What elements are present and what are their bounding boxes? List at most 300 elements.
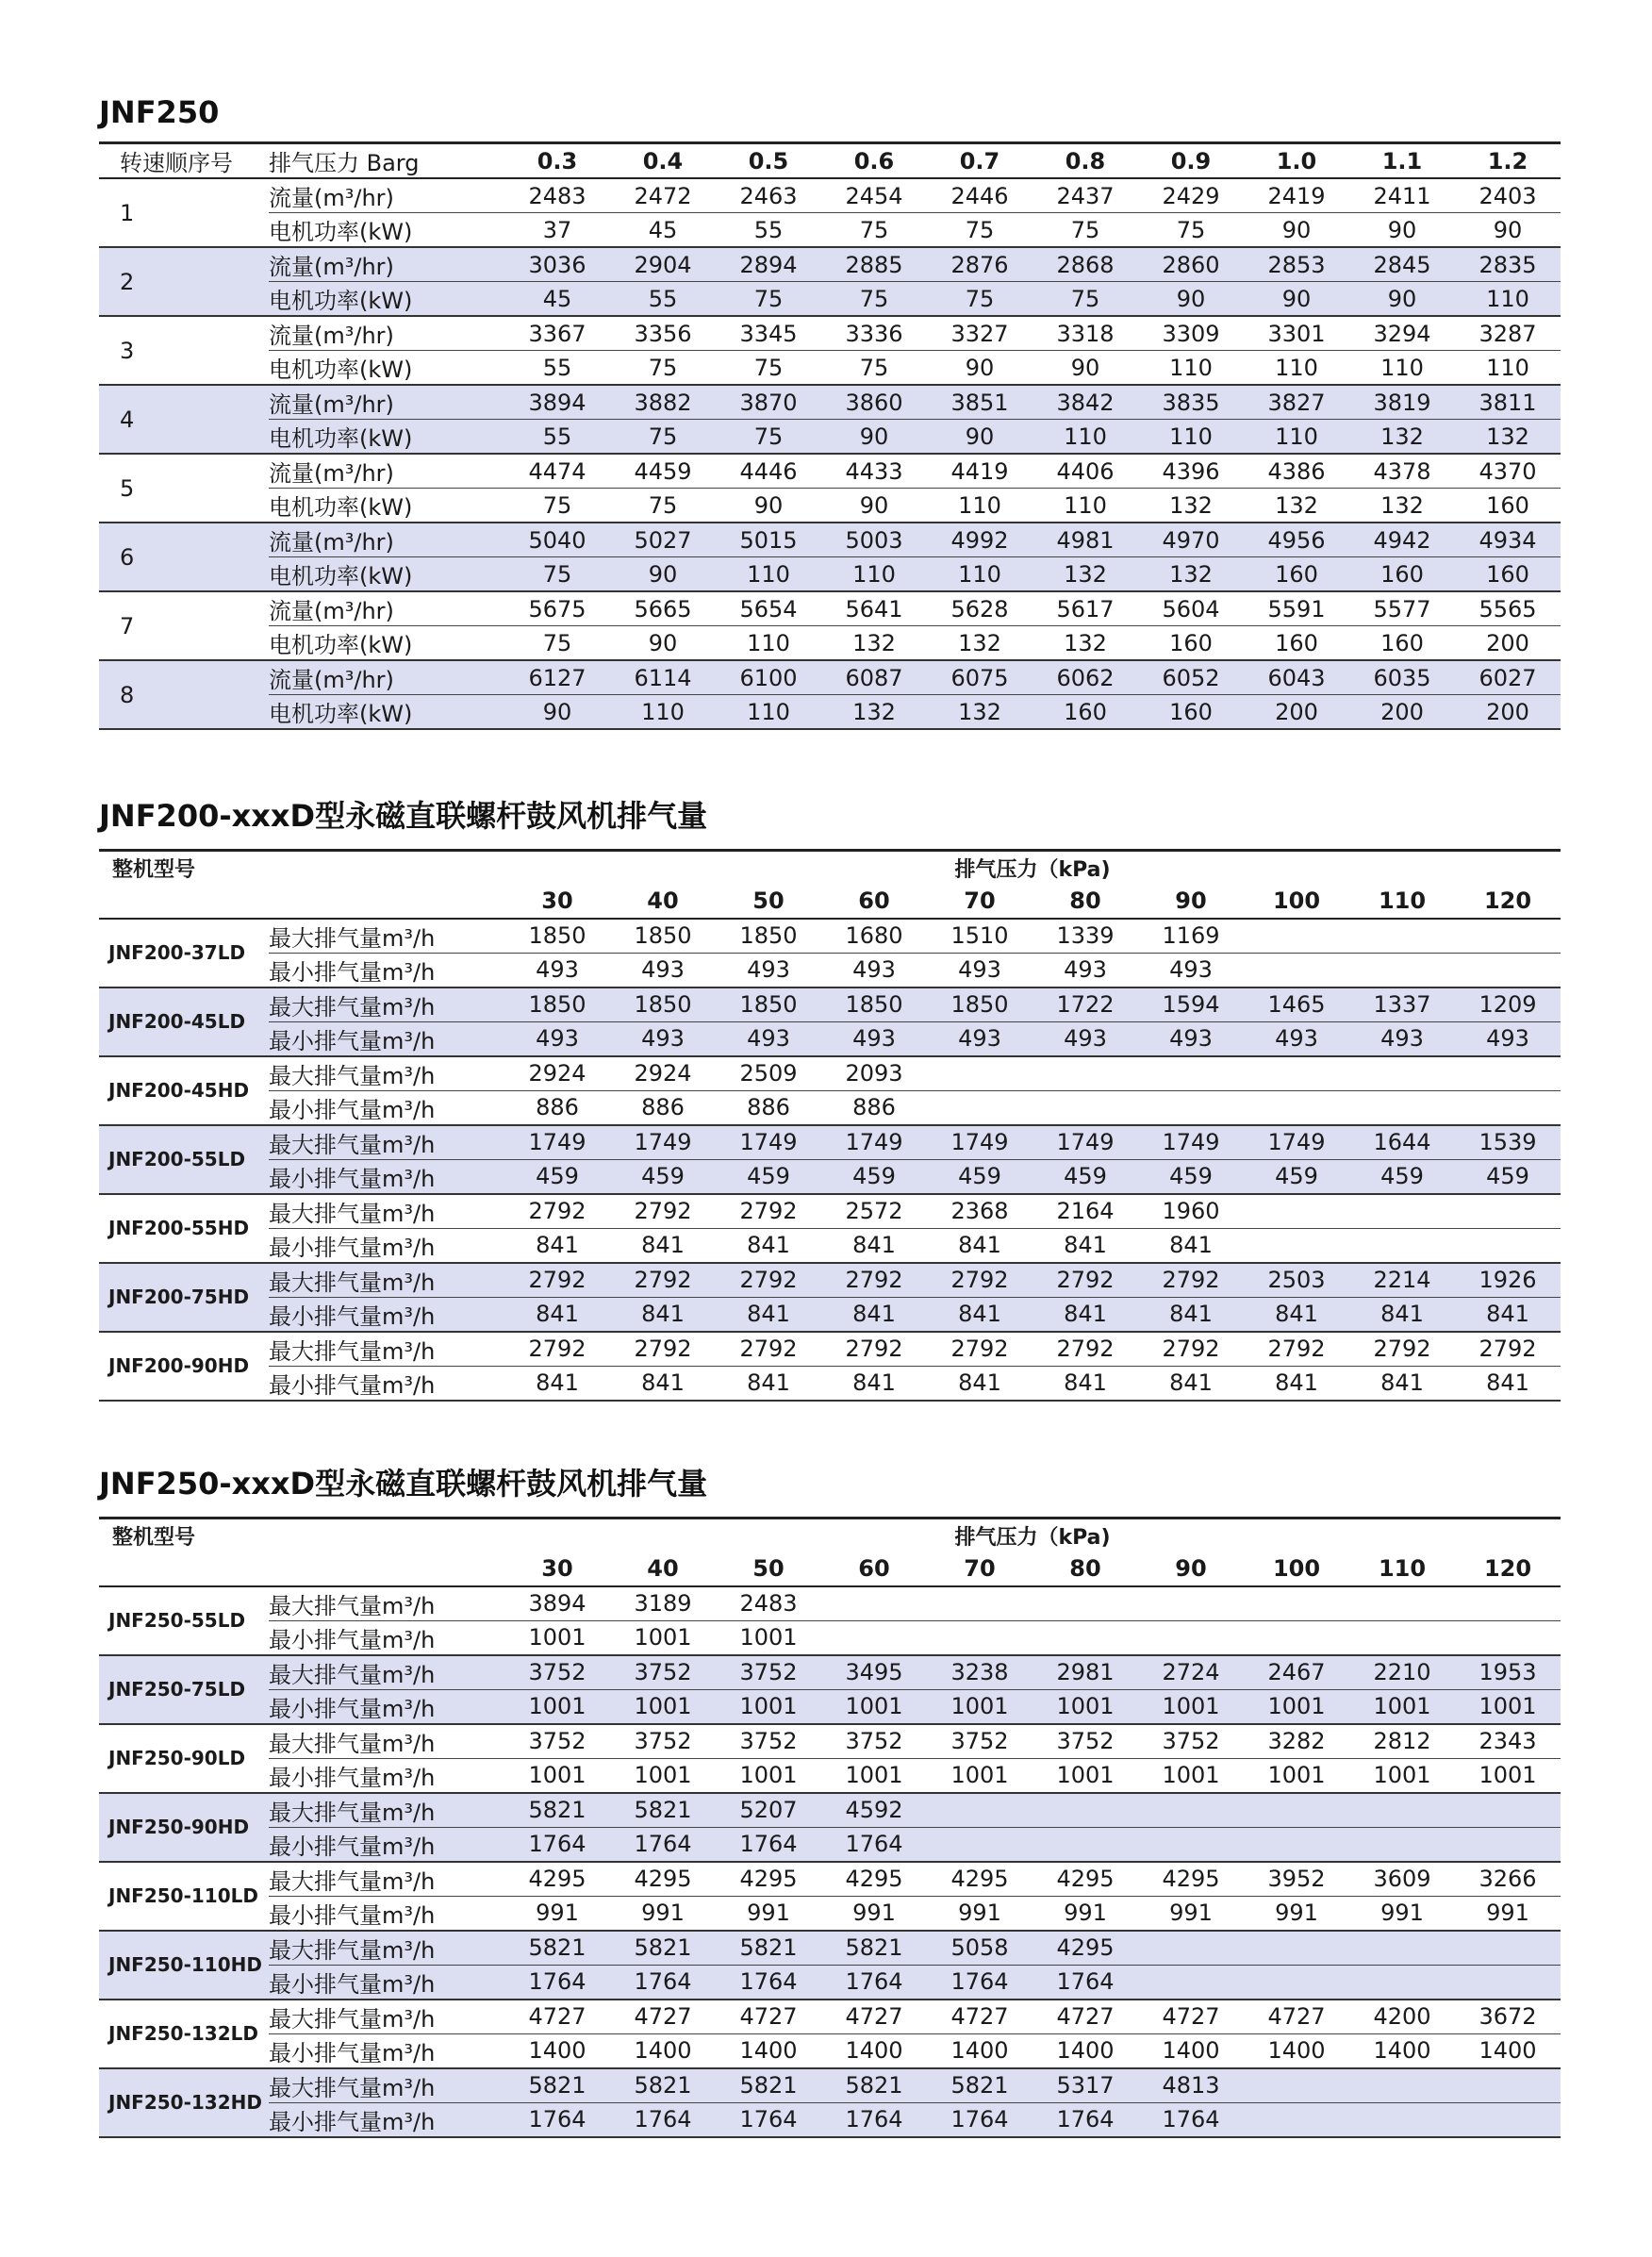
- max-flow-value: [1349, 1056, 1455, 1091]
- min-flow-value: 459: [610, 1159, 716, 1194]
- table-row: [99, 626, 1561, 661]
- min-flow-value: 1001: [1032, 1689, 1138, 1724]
- min-flow-value: 991: [504, 1896, 610, 1931]
- min-flow-label: 最小排气量m³/h: [269, 1965, 504, 2000]
- min-flow-value: 493: [821, 953, 927, 987]
- min-flow-value: 1764: [927, 1965, 1032, 2000]
- min-flow-value: 1001: [1349, 1689, 1455, 1724]
- flow-label: 流量(m³/hr): [269, 591, 504, 626]
- speed-index: 3: [99, 316, 269, 385]
- power-value: 55: [504, 351, 610, 386]
- min-flow-value: [1032, 1620, 1138, 1655]
- max-flow-value: [821, 1586, 927, 1621]
- max-flow-value: [1244, 1931, 1349, 1966]
- header-pressure-value: 110: [1349, 885, 1455, 919]
- min-flow-value: 1764: [504, 1965, 610, 2000]
- table-row: [99, 1758, 1561, 1793]
- min-flow-value: 991: [610, 1896, 716, 1931]
- power-value: 160: [1455, 557, 1561, 592]
- max-flow-value: [1244, 1194, 1349, 1229]
- max-flow-value: [1244, 1793, 1349, 1828]
- max-flow-value: [1455, 919, 1561, 954]
- flow-value: 4406: [1032, 454, 1138, 489]
- max-flow-value: 2792: [504, 1194, 610, 1229]
- power-label: 电机功率(kW): [269, 213, 504, 248]
- section-jnf200-airflow: [99, 792, 1561, 1402]
- min-flow-value: 1400: [1244, 2033, 1349, 2068]
- min-flow-value: [1455, 1228, 1561, 1263]
- power-value: 132: [1138, 489, 1244, 523]
- max-flow-value: 2343: [1455, 1724, 1561, 1759]
- max-flow-value: 2812: [1349, 1724, 1455, 1759]
- section-title: JNF250-xxxD型永磁直联螺杆鼓风机排气量: [99, 1466, 708, 1502]
- flow-value: 2419: [1244, 178, 1349, 213]
- header-spacer: [269, 851, 504, 885]
- min-flow-value: 991: [1455, 1896, 1561, 1931]
- max-flow-label: 最大排气量m³/h: [269, 1056, 504, 1091]
- min-flow-value: 1764: [504, 2102, 610, 2137]
- power-label: 电机功率(kW): [269, 351, 504, 386]
- table-row: [99, 213, 1561, 248]
- max-flow-value: 2483: [716, 1586, 821, 1621]
- max-flow-value: 4295: [1032, 1931, 1138, 1966]
- max-flow-value: 5821: [927, 2068, 1032, 2103]
- max-flow-value: 2503: [1244, 1263, 1349, 1298]
- max-flow-value: 3752: [504, 1655, 610, 1690]
- min-flow-label: 最小排气量m³/h: [269, 2102, 504, 2137]
- min-flow-value: 1001: [716, 1689, 821, 1724]
- min-flow-value: 493: [1349, 1021, 1455, 1056]
- header-pressure-value: 30: [504, 1552, 610, 1586]
- max-flow-value: 3189: [610, 1586, 716, 1621]
- max-flow-value: 2093: [821, 1056, 927, 1091]
- max-flow-value: 1749: [716, 1125, 821, 1160]
- min-flow-value: 1001: [504, 1689, 610, 1724]
- header-model: 整机型号: [99, 851, 269, 885]
- power-value: 160: [1349, 557, 1455, 592]
- flow-value: 4934: [1455, 523, 1561, 557]
- max-flow-value: 5317: [1032, 2068, 1138, 2103]
- header-pressure-value: 100: [1244, 1552, 1349, 1586]
- flow-value: 2894: [716, 247, 821, 282]
- flow-value: 2876: [927, 247, 1032, 282]
- power-value: 132: [821, 695, 927, 730]
- header-row: [99, 885, 1561, 919]
- model-name: JNF250-132LD: [99, 2000, 269, 2068]
- table-row: [99, 2102, 1561, 2137]
- flow-value: 5015: [716, 523, 821, 557]
- max-flow-value: 4727: [821, 2000, 927, 2034]
- max-flow-value: 1850: [504, 919, 610, 954]
- power-value: 110: [1032, 489, 1138, 523]
- min-flow-value: 841: [716, 1366, 821, 1401]
- min-flow-value: 493: [927, 1021, 1032, 1056]
- power-value: 90: [1349, 282, 1455, 317]
- power-value: 90: [1032, 351, 1138, 386]
- flow-value: 4459: [610, 454, 716, 489]
- min-flow-value: 1001: [1138, 1758, 1244, 1793]
- header-pressure-value: 70: [927, 885, 1032, 919]
- table-row: [99, 1965, 1561, 2000]
- min-flow-value: [1244, 1620, 1349, 1655]
- max-flow-value: [1244, 1586, 1349, 1621]
- power-value: 45: [504, 282, 610, 317]
- max-flow-value: 2368: [927, 1194, 1032, 1229]
- table-row: [99, 1586, 1561, 1621]
- max-flow-value: [1138, 1586, 1244, 1621]
- min-flow-value: 841: [1349, 1366, 1455, 1401]
- speed-index: 1: [99, 178, 269, 247]
- flow-value: 4370: [1455, 454, 1561, 489]
- min-flow-value: [1032, 1827, 1138, 1862]
- flow-value: 4981: [1032, 523, 1138, 557]
- min-flow-value: 493: [1138, 953, 1244, 987]
- speed-index: 4: [99, 385, 269, 454]
- min-flow-value: 841: [821, 1366, 927, 1401]
- flow-value: 2835: [1455, 247, 1561, 282]
- max-flow-label: 最大排气量m³/h: [269, 1655, 504, 1690]
- min-flow-value: [927, 1827, 1032, 1862]
- header-pressure-value: 30: [504, 885, 610, 919]
- max-flow-value: 2792: [504, 1263, 610, 1298]
- min-flow-value: 886: [716, 1090, 821, 1125]
- flow-value: 3811: [1455, 385, 1561, 420]
- flow-value: 5654: [716, 591, 821, 626]
- max-flow-value: 2792: [1349, 1332, 1455, 1367]
- max-flow-label: 最大排气量m³/h: [269, 1194, 504, 1229]
- min-flow-value: [927, 1090, 1032, 1125]
- min-flow-value: 1764: [716, 1827, 821, 1862]
- min-flow-value: 459: [1244, 1159, 1349, 1194]
- max-flow-value: [1455, 1931, 1561, 1966]
- min-flow-value: 1001: [1244, 1689, 1349, 1724]
- max-flow-value: 4295: [1138, 1862, 1244, 1897]
- model-name: JNF250-110HD: [99, 1931, 269, 2000]
- max-flow-value: 2467: [1244, 1655, 1349, 1690]
- power-value: 55: [504, 420, 610, 455]
- flow-value: 2483: [504, 178, 610, 213]
- power-value: 75: [610, 351, 716, 386]
- flow-value: 5591: [1244, 591, 1349, 626]
- power-value: 90: [504, 695, 610, 730]
- min-flow-label: 最小排气量m³/h: [269, 1228, 504, 1263]
- header-pressure-value: 40: [610, 885, 716, 919]
- power-label: 电机功率(kW): [269, 282, 504, 317]
- min-flow-value: 886: [504, 1090, 610, 1125]
- max-flow-value: 1850: [716, 987, 821, 1022]
- table-row: [99, 420, 1561, 455]
- power-value: 132: [1032, 557, 1138, 592]
- max-flow-value: 2210: [1349, 1655, 1455, 1690]
- max-flow-value: 2792: [610, 1263, 716, 1298]
- flow-value: 4396: [1138, 454, 1244, 489]
- max-flow-value: 4727: [927, 2000, 1032, 2034]
- power-value: 132: [927, 626, 1032, 661]
- flow-value: 2860: [1138, 247, 1244, 282]
- min-flow-value: 1001: [716, 1620, 821, 1655]
- min-flow-value: 493: [504, 1021, 610, 1056]
- power-value: 132: [1349, 420, 1455, 455]
- section-title: JNF200-xxxD型永磁直联螺杆鼓风机排气量: [99, 798, 708, 834]
- min-flow-value: 841: [1455, 1366, 1561, 1401]
- min-flow-label: 最小排气量m³/h: [269, 1090, 504, 1125]
- flow-value: 6087: [821, 660, 927, 695]
- jnf250-table: [99, 1517, 1561, 2138]
- min-flow-value: [1138, 1965, 1244, 2000]
- min-flow-value: 841: [504, 1228, 610, 1263]
- power-value: 90: [927, 351, 1032, 386]
- header-pressure-value: 50: [716, 885, 821, 919]
- min-flow-label: 最小排气量m³/h: [269, 1159, 504, 1194]
- min-flow-value: [1455, 1090, 1561, 1125]
- max-flow-value: 4295: [821, 1862, 927, 1897]
- power-label: 电机功率(kW): [269, 420, 504, 455]
- flow-value: 5027: [610, 523, 716, 557]
- max-flow-value: 1960: [1138, 1194, 1244, 1229]
- min-flow-value: [1455, 2102, 1561, 2137]
- max-flow-value: 1749: [1138, 1125, 1244, 1160]
- max-flow-value: [1032, 1586, 1138, 1621]
- header-row: [99, 1518, 1561, 1552]
- table-row: [99, 2068, 1561, 2103]
- power-value: 110: [1244, 420, 1349, 455]
- max-flow-value: [1349, 919, 1455, 954]
- max-flow-value: [1244, 2068, 1349, 2103]
- header-model: 整机型号: [99, 1518, 269, 1552]
- max-flow-value: 5821: [610, 1793, 716, 1828]
- speed-index: 8: [99, 660, 269, 729]
- min-flow-value: 1764: [716, 2102, 821, 2137]
- max-flow-value: 1510: [927, 919, 1032, 954]
- max-flow-value: 4727: [716, 2000, 821, 2034]
- min-flow-label: 最小排气量m³/h: [269, 2033, 504, 2068]
- min-flow-value: 1400: [716, 2033, 821, 2068]
- min-flow-label: 最小排气量m³/h: [269, 1297, 504, 1332]
- max-flow-value: 5821: [716, 2068, 821, 2103]
- power-value: 110: [927, 557, 1032, 592]
- table-row: [99, 1125, 1561, 1160]
- table-row: [99, 1862, 1561, 1897]
- power-value: 132: [1032, 626, 1138, 661]
- min-flow-value: [1138, 1827, 1244, 1862]
- power-value: 90: [610, 626, 716, 661]
- table-row: [99, 282, 1561, 317]
- min-flow-value: 493: [716, 1021, 821, 1056]
- min-flow-value: [1455, 1827, 1561, 1862]
- max-flow-value: 5821: [610, 2068, 716, 2103]
- power-value: 90: [1349, 213, 1455, 248]
- flow-value: 6075: [927, 660, 1032, 695]
- max-flow-value: [1032, 1056, 1138, 1091]
- max-flow-value: 2792: [1455, 1332, 1561, 1367]
- power-value: 75: [504, 626, 610, 661]
- min-flow-value: 1764: [610, 1965, 716, 2000]
- min-flow-value: 841: [821, 1297, 927, 1332]
- min-flow-value: 459: [1032, 1159, 1138, 1194]
- max-flow-value: 2792: [504, 1332, 610, 1367]
- power-value: 75: [610, 420, 716, 455]
- max-flow-value: [1349, 1194, 1455, 1229]
- power-value: 200: [1455, 695, 1561, 730]
- max-flow-value: 1749: [1032, 1125, 1138, 1160]
- power-value: 132: [1349, 489, 1455, 523]
- min-flow-value: [1244, 1965, 1349, 2000]
- min-flow-value: 493: [716, 953, 821, 987]
- min-flow-label: 最小排气量m³/h: [269, 1827, 504, 1862]
- power-value: 160: [1455, 489, 1561, 523]
- max-flow-value: 4200: [1349, 2000, 1455, 2034]
- header-pressure-value: 1.2: [1455, 143, 1561, 179]
- power-value: 75: [1032, 282, 1138, 317]
- max-flow-value: 4727: [1032, 2000, 1138, 2034]
- section-jnf250-speed-table: [99, 94, 1561, 730]
- speed-index: 2: [99, 247, 269, 316]
- flow-value: 2454: [821, 178, 927, 213]
- min-flow-value: [1455, 953, 1561, 987]
- max-flow-label: 最大排气量m³/h: [269, 1793, 504, 1828]
- min-flow-value: 841: [504, 1297, 610, 1332]
- flow-value: 2403: [1455, 178, 1561, 213]
- table-row: [99, 1689, 1561, 1724]
- min-flow-label: 最小排气量m³/h: [269, 1689, 504, 1724]
- min-flow-value: 1764: [927, 2102, 1032, 2137]
- speed-table: [99, 141, 1561, 730]
- flow-value: 3356: [610, 316, 716, 351]
- min-flow-value: 493: [1244, 1021, 1349, 1056]
- power-value: 200: [1455, 626, 1561, 661]
- power-value: 90: [610, 557, 716, 592]
- power-value: 55: [610, 282, 716, 317]
- power-value: 160: [1244, 557, 1349, 592]
- max-flow-label: 最大排气量m³/h: [269, 1724, 504, 1759]
- max-flow-value: [1455, 2068, 1561, 2103]
- min-flow-value: 493: [821, 1021, 927, 1056]
- power-value: 75: [821, 282, 927, 317]
- model-name: JNF200-55LD: [99, 1125, 269, 1194]
- table-row: [99, 1724, 1561, 1759]
- min-flow-label: 最小排气量m³/h: [269, 953, 504, 987]
- max-flow-value: 2792: [716, 1194, 821, 1229]
- max-flow-value: 2792: [1244, 1332, 1349, 1367]
- min-flow-label: 最小排气量m³/h: [269, 1758, 504, 1793]
- speed-index: 5: [99, 454, 269, 523]
- header-pressure-value: 0.3: [504, 143, 610, 179]
- flow-label: 流量(m³/hr): [269, 316, 504, 351]
- table-row: [99, 1620, 1561, 1655]
- min-flow-value: 1001: [1032, 1758, 1138, 1793]
- power-value: 90: [1244, 213, 1349, 248]
- model-name: JNF200-45LD: [99, 987, 269, 1056]
- flow-value: 3327: [927, 316, 1032, 351]
- header-spacer: [269, 1552, 504, 1586]
- min-flow-value: [1349, 953, 1455, 987]
- min-flow-value: 991: [927, 1896, 1032, 1931]
- power-value: 110: [821, 557, 927, 592]
- header-pressure-value: 60: [821, 885, 927, 919]
- max-flow-value: 3752: [927, 1724, 1032, 1759]
- max-flow-value: 4295: [1032, 1862, 1138, 1897]
- max-flow-value: 2792: [610, 1194, 716, 1229]
- min-flow-value: [1244, 1090, 1349, 1125]
- flow-value: 5617: [1032, 591, 1138, 626]
- min-flow-value: 459: [927, 1159, 1032, 1194]
- min-flow-value: 459: [716, 1159, 821, 1194]
- table-row: [99, 987, 1561, 1022]
- min-flow-value: 1001: [610, 1689, 716, 1724]
- max-flow-value: 3952: [1244, 1862, 1349, 1897]
- max-flow-value: 1953: [1455, 1655, 1561, 1690]
- max-flow-value: 2792: [1138, 1263, 1244, 1298]
- min-flow-value: [1349, 1228, 1455, 1263]
- header-pressure-value: 50: [716, 1552, 821, 1586]
- min-flow-value: 459: [821, 1159, 927, 1194]
- table-row: [99, 2000, 1561, 2034]
- model-name: JNF200-37LD: [99, 919, 269, 987]
- max-flow-value: 4295: [927, 1862, 1032, 1897]
- min-flow-value: 991: [1032, 1896, 1138, 1931]
- flow-value: 6043: [1244, 660, 1349, 695]
- min-flow-value: 1400: [504, 2033, 610, 2068]
- header-spacer: [269, 885, 504, 919]
- min-flow-value: 459: [504, 1159, 610, 1194]
- flow-label: 流量(m³/hr): [269, 247, 504, 282]
- table-row: [99, 1793, 1561, 1828]
- header-spacer: [269, 1518, 504, 1552]
- power-value: 55: [716, 213, 821, 248]
- flow-value: 3367: [504, 316, 610, 351]
- min-flow-value: 1001: [1349, 1758, 1455, 1793]
- max-flow-value: [927, 1793, 1032, 1828]
- max-flow-value: 1539: [1455, 1125, 1561, 1160]
- min-flow-value: 841: [1244, 1366, 1349, 1401]
- table-row: [99, 523, 1561, 557]
- power-value: 110: [1244, 351, 1349, 386]
- max-flow-value: 1850: [716, 919, 821, 954]
- max-flow-value: 3752: [504, 1724, 610, 1759]
- power-value: 37: [504, 213, 610, 248]
- power-value: 75: [716, 282, 821, 317]
- power-value: 75: [716, 420, 821, 455]
- min-flow-value: 841: [716, 1228, 821, 1263]
- table-row: [99, 454, 1561, 489]
- max-flow-value: 3752: [610, 1655, 716, 1690]
- flow-value: 2845: [1349, 247, 1455, 282]
- min-flow-value: 1764: [821, 1965, 927, 2000]
- min-flow-value: 991: [1138, 1896, 1244, 1931]
- min-flow-value: 1764: [821, 2102, 927, 2137]
- flow-value: 4970: [1138, 523, 1244, 557]
- max-flow-value: 1749: [504, 1125, 610, 1160]
- power-value: 160: [1138, 695, 1244, 730]
- header-pressure-value: 100: [1244, 885, 1349, 919]
- max-flow-value: 3672: [1455, 2000, 1561, 2034]
- max-flow-label: 最大排气量m³/h: [269, 1586, 504, 1621]
- max-flow-value: 1594: [1138, 987, 1244, 1022]
- table-row: [99, 316, 1561, 351]
- max-flow-value: 3752: [716, 1655, 821, 1690]
- header-pressure-barg: 排气压力 Barg: [269, 143, 504, 179]
- max-flow-value: 1850: [504, 987, 610, 1022]
- max-flow-value: [1455, 1194, 1561, 1229]
- min-flow-value: 841: [1032, 1297, 1138, 1332]
- power-value: 110: [1032, 420, 1138, 455]
- min-flow-value: 1400: [821, 2033, 927, 2068]
- header-spacer: [99, 1552, 269, 1586]
- model-name: JNF250-110LD: [99, 1862, 269, 1931]
- header-pressure-value: 80: [1032, 1552, 1138, 1586]
- min-flow-value: 1400: [1455, 2033, 1561, 2068]
- power-value: 90: [716, 489, 821, 523]
